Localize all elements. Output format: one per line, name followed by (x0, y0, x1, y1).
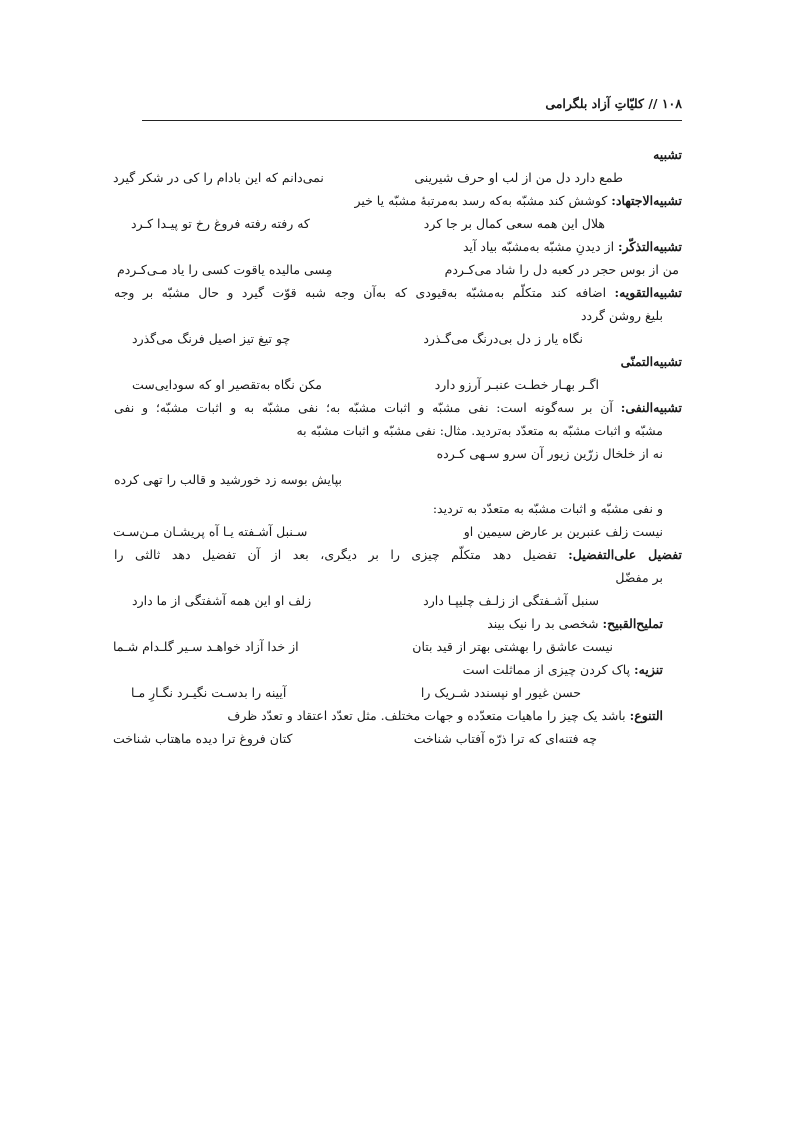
hemistich-1: نگاه یار ز دل بی‌درنگ می‌گـذرد (423, 331, 583, 346)
verse-talmih (113, 637, 613, 657)
hemistich-2: آیینه را بدسـت نگیـرد نگـارِ مـا (131, 685, 287, 700)
hemistich-2: سـنبل آشـفته یـا آه پریشـان مـن‌سـت (113, 524, 308, 539)
term-tanavvo: التنوع: (629, 708, 663, 723)
definition: کوشش کند مشبّه به‌که رسد به‌مرتبهٔ مشبّه یا خیر (354, 193, 612, 208)
entry-tanavvo (114, 706, 663, 726)
definition: از دیدنِ مشبّه به‌مشبّه بیاد آید (462, 239, 619, 254)
term-talmih: تملیح‌القبیح: (602, 616, 663, 631)
term-tashbih: تشبیه (653, 147, 682, 162)
term-tafzil: تفضیل علی‌التفضیل: (568, 547, 682, 562)
example-intro: و نفی مشبّه و اثبات مشبّه به متعدّد به تردید: (432, 501, 663, 516)
verse-tafzil (132, 591, 599, 611)
hemistich-1: من از بوس حجر در کعبه دل را شاد می‌کـردم (444, 262, 679, 277)
entry-talmih (114, 614, 663, 634)
hemistich-1: طمع دارد دل من از لب او حرف شیرینی (414, 170, 623, 185)
entry-tanzih (114, 660, 663, 680)
term-nafy: تشبیه‌النفی: (620, 400, 682, 415)
term-tamanni: تشبیه‌التمنّی (620, 354, 682, 369)
verse-tashbih (113, 168, 623, 188)
term-taqviyah: تشبیه‌التقویه: (614, 285, 682, 300)
term-tanzih: تنزیه: (634, 662, 663, 677)
definition: پاک کردن چیزی از مماثلت است (462, 662, 635, 677)
hemistich-1: اگـر بهـار خطـت عنبـر آرزو دارد (434, 377, 599, 392)
verse-taqviyah (132, 329, 583, 349)
hemistich-2: چو تیغ تیز اصیل فرنگ می‌گذرد (132, 331, 291, 346)
term-tazakkor: تشبیه‌التذکّر: (618, 239, 682, 254)
term-ijtihad: تشبیه‌الاجتهاد: (611, 193, 682, 208)
hemistich-1: هلال این همه سعی کمال بر جا کرد (423, 216, 605, 231)
definition-continued: مشبّه و اثبات مشبّه به متعدّد به‌تردید. مثال: نفی مشبّه و اثبات مشبّه به (296, 423, 663, 438)
verse-tazakkor (117, 260, 679, 280)
verse-nafy (113, 522, 663, 542)
verse-tanavvo (113, 729, 597, 749)
hemistich-2: از خدا آزاد خواهـد سـیر گلـدام شـما (113, 639, 299, 654)
hemistich-2: مکن نگاه به‌تقصیر او که سودایی‌ست (132, 377, 322, 392)
verse-tanzih (131, 683, 581, 703)
verse-tamanni (132, 375, 599, 395)
hemistich-1: حسن غیور او نپسندد شـریک را (420, 685, 581, 700)
header-title: ۱۰۸ // کلیّاتِ آزاد بلگرامی (545, 96, 682, 111)
hemistich-2: که رفته رفته فروغ رخ تو پیـدا کـرد (131, 216, 310, 231)
running-header (142, 96, 682, 121)
entry-term-line (114, 352, 682, 372)
verse-line: بپایش بوسه زد خورشید و قالب را تهی کرده (114, 472, 343, 487)
entry-tazakkor (114, 237, 682, 257)
entry-nafy (114, 398, 682, 418)
definition-continued: بر مفضّل (615, 570, 663, 585)
hemistich-1: نیست زلف عنبرین بر عارض سیمین او (463, 524, 663, 539)
definition: آن بر سه‌گونه است: نفی مشبّه و اثبات مشبّه به؛ نفی مشبّه به و اثبات مشبّه؛ و نفی (114, 400, 621, 415)
hemistich-1: نیست عاشق را بهشتی بهتر از قید بتان (412, 639, 613, 654)
entry-ijtihad (114, 191, 682, 211)
verse-line: نه از خلخال زرّین زیور آن سرو سـهی کـرده (436, 446, 663, 461)
definition: باشد یک چیز را ماهیات متعدّده و جهات مختلف. مثل تعدّد اعتقاد و تعدّد ظرف (227, 708, 630, 723)
hemistich-2: نمی‌دانم که این بادام را کی در شکر گیرد (113, 170, 324, 185)
entry-term-line (114, 145, 682, 165)
hemistich-1: چه فتنه‌ای که ترا ذرّه آفتاب شناخت (413, 731, 597, 746)
hemistich-2: مِسی مالیده یاقوت کسی را یاد مـی‌کـردم (117, 262, 333, 277)
verse-ijtihad (131, 214, 605, 234)
hemistich-2: زلف او این همه آشفتگی از ما دارد (132, 593, 312, 608)
definition: اضافه کند متکلّم به‌مشبّه به‌قیودی که به‌آن وجه شبه قوّت گیرد و حال مشبّه بر وجه (114, 285, 615, 300)
hemistich-1: سنبل آشـفتگی از زلـف چلیپـا دارد (423, 593, 599, 608)
hemistich-2: کتان فروغ ترا دیده ماهتاب شناخت (113, 731, 293, 746)
definition: تفضیل دهد متکلّم چیزی را بر دیگری، بعد از آن تفضیل دهد ثالثی را (114, 547, 569, 562)
definition-continued: بلیغ روشن گردد (580, 308, 663, 323)
entry-tafzil (114, 545, 682, 565)
entry-taqviyah (114, 283, 682, 303)
definition: شخصی بد را نیک بیند (487, 616, 603, 631)
